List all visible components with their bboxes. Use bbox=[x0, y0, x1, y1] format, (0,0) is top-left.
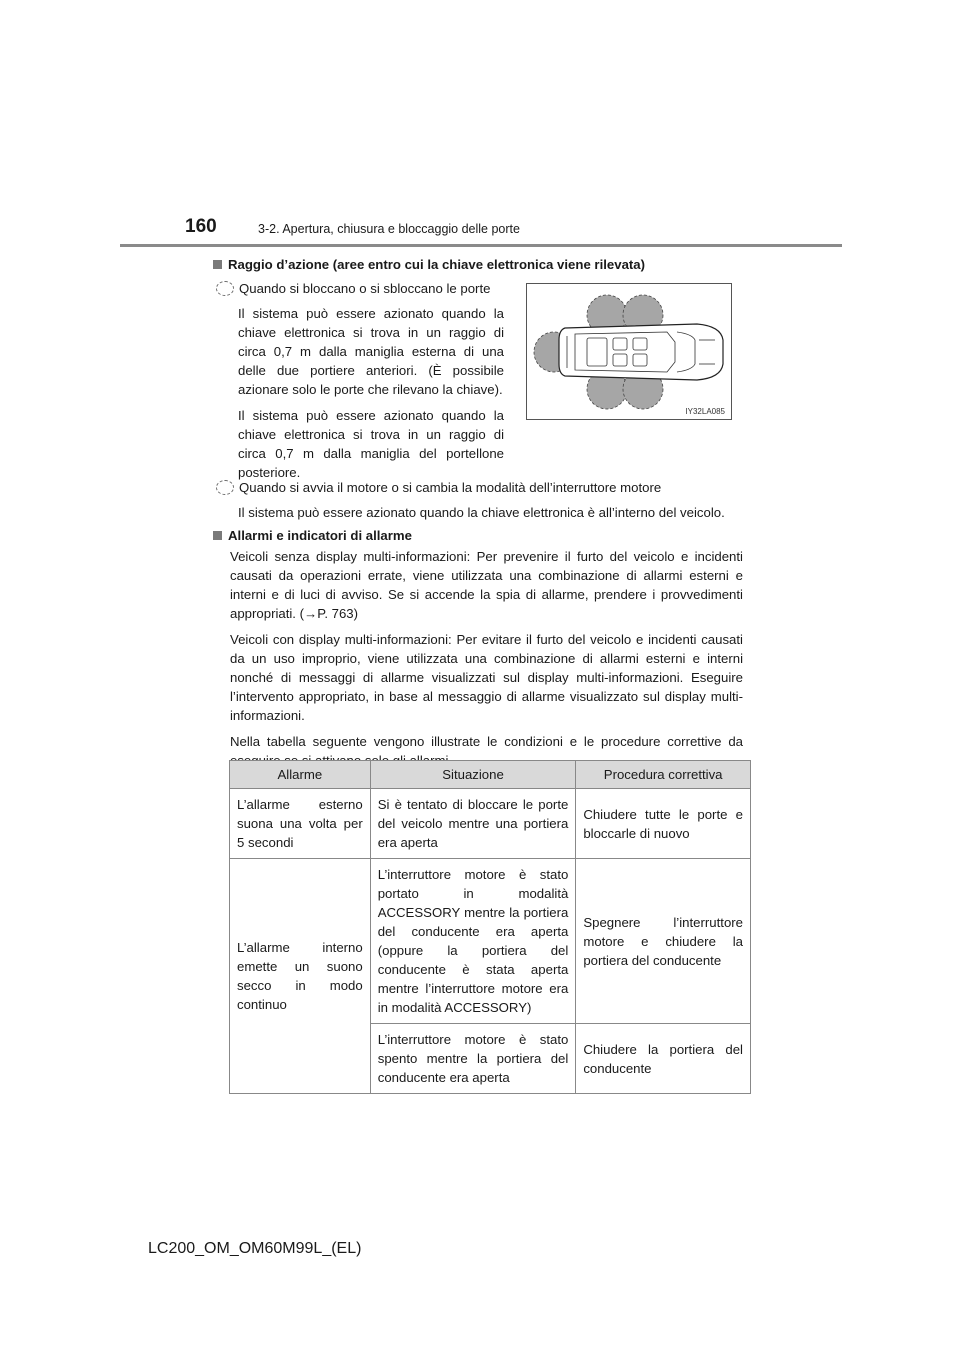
cell-procedure: Spegnere l’interruttore motore e chiudere la portiera del conducente bbox=[576, 859, 751, 1024]
item2-label-row bbox=[216, 478, 756, 497]
cell-situation: Si è tentato di bloccare le porte del veicolo mentre una portiera era aperta bbox=[370, 789, 576, 859]
range-heading: Raggio d’azione (aree entro cui la chiave elettronica viene rilevata) bbox=[213, 255, 753, 274]
key-range-figure bbox=[526, 283, 732, 420]
item2-paragraph: Il sistema può essere azionato quando la chiave elettronica è all’interno del veicolo. bbox=[238, 505, 725, 520]
item1-label: Quando si bloccano o si sbloccano le porte bbox=[239, 281, 491, 296]
alarms-paragraph-2: Veicoli con display multi-informazioni: Per evitare il furto del veicolo e incidenti causati da un uso improprio, viene utilizzata una combinazione di allarmi esterni e interni nonché di messaggi di allarme visualizzati sul display multi-informazioni. Eseguire l’intervento appropriato, in base al messaggio di allarme visualizzato sul display multi-informazioni. bbox=[230, 632, 743, 723]
alarms-heading: Allarmi e indicatori di allarme bbox=[213, 526, 753, 545]
alarm-table bbox=[229, 760, 751, 1094]
cell-procedure: Chiudere la portiera del conducente bbox=[576, 1024, 751, 1094]
alarms-paragraph-3: Nella tabella seguente vengono illustrate le condizioni e le procedure correttive da bbox=[230, 734, 743, 749]
section-title: 3-2. Apertura, chiusura e bloccaggio delle porte bbox=[258, 222, 520, 236]
vehicle-top-view-diagram bbox=[527, 284, 731, 419]
column-header-situation: Situazione bbox=[370, 761, 576, 789]
cell-alarm: L’allarme interno emette un suono secco in modo continuo bbox=[230, 859, 371, 1094]
cell-situation: L’interruttore motore è stato portato in modalità ACCESSORY mentre la portiera del conducente era aperta (oppure la portiera del conducente è stata aperta mentre l’interruttore motore era in modalità ACCESSORY) bbox=[370, 859, 576, 1024]
cell-procedure: Chiudere tutte le porte e bloccarle di nuovo bbox=[576, 789, 751, 859]
item2-label: Quando si avvia il motore o si cambia la modalità dell’interruttore motore bbox=[239, 480, 662, 495]
header-divider bbox=[120, 244, 842, 247]
column-header-procedure: Procedura correttiva bbox=[576, 761, 751, 789]
table-row bbox=[230, 859, 751, 1024]
page-number: 160 bbox=[185, 216, 217, 237]
manual-code: LC200_OM_OM60M99L_(EL) bbox=[148, 1240, 362, 1257]
table-header-row bbox=[230, 761, 751, 789]
item1-paragraph-1: Il sistema può essere azionato quando la chiave elettronica si trova in un raggio di circa 0,7 m dalla maniglia esterna di una delle due portiere anteriori. (È possibile azionare solo le porte che rilevano la chiave). bbox=[238, 306, 504, 397]
alarms-paragraph-1: Veicoli senza display multi-informazioni: Per prevenire il furto del veicolo e incidenti causati da operazioni errate, viene utilizzata una combinazione di allarmi esterni e interni e di luci di avviso. Se si accende la spia di allarme, prendere i provvedimenti appropriati. (→P. 763) bbox=[230, 549, 743, 621]
item1-paragraph-2: Il sistema può essere azionato quando la chiave elettronica si trova in un raggio di circa 0,7 m dalla maniglia del portellone posteriore. bbox=[238, 408, 504, 480]
item1-label-row bbox=[216, 279, 516, 298]
alarms-text bbox=[230, 547, 743, 770]
column-header-alarm: Allarme bbox=[230, 761, 371, 789]
figure-code: IY32LA085 bbox=[685, 407, 725, 416]
cell-alarm: L’allarme esterno suona una volta per 5 secondi bbox=[230, 789, 371, 859]
dashed-area-icon bbox=[216, 480, 234, 495]
dashed-area-icon bbox=[216, 281, 234, 296]
table-row bbox=[230, 789, 751, 859]
cell-situation: L’interruttore motore è stato spento mentre la portiera del conducente era aperta bbox=[370, 1024, 576, 1094]
item1-text bbox=[238, 304, 504, 482]
